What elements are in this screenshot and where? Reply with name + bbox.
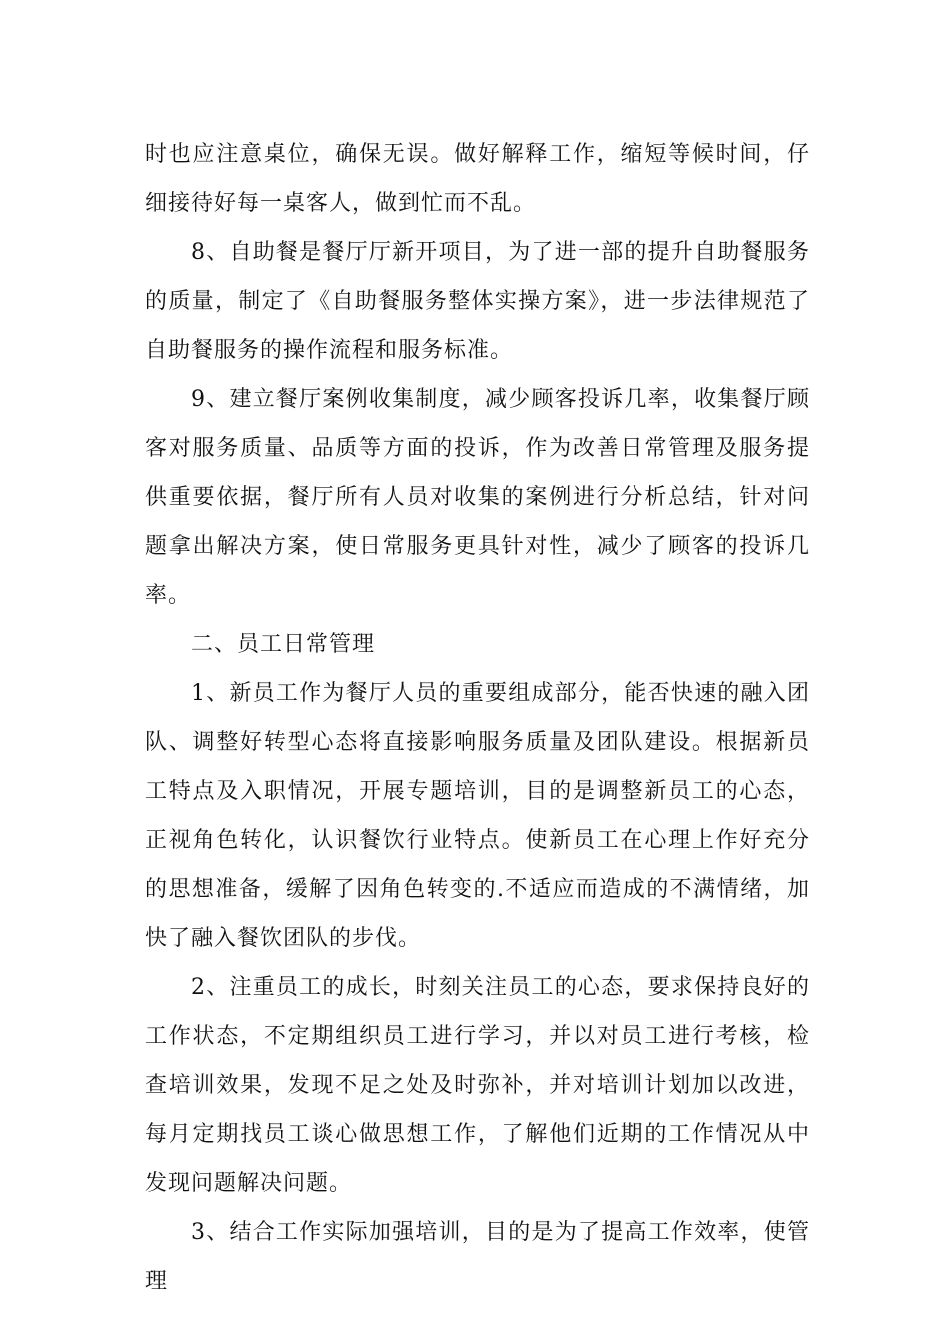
paragraph-item-9: 9、建立餐厅案例收集制度，减少顾客投诉几率，收集餐厅顾客对服务质量、品质等方面的投诉，作为改善日常管理及服务提供重要依据，餐厅所有人员对收集的案例进行分析总结，针对问题拿出解决方案，使日常服务更具针对性，减少了顾客的投诉几率。: [145, 387, 810, 608]
paragraph-staff-item-2: 2、注重员工的成长，时刻关注员工的心态，要求保持良好的工作状态，不定期组织员工进行学习，并以对员工进行考核，检查培训效果，发现不足之处及时弥补，并对培训计划加以改进，每月定期找员工谈心做思想工作，了解他们近期的工作情况从中发现问题解决问题。: [145, 975, 810, 1196]
document-body: [145, 130, 810, 1306]
paragraph-staff-item-1: 1、新员工作为餐厅人员的重要组成部分，能否快速的融入团队、调整好转型心态将直接影响服务质量及团队建设。根据新员工特点及入职情况，开展专题培训，目的是调整新员工的心态，正视角色转化，认识餐饮行业特点。使新员工在心理上作好充分的思想准备，缓解了因角色转变的.不适应而造成的不满情绪，加快了融入餐饮团队的步伐。: [145, 681, 810, 951]
paragraph-continuation: 时也应注意桌位，确保无误。做好解释工作，缩短等候时间，仔细接待好每一桌客人，做到忙而不乱。: [145, 142, 810, 216]
section-heading-staff-management: 二、员工日常管理: [191, 632, 376, 657]
paragraph-item-8: 8、自助餐是餐厅厅新开项目，为了进一部的提升自助餐服务的质量，制定了《自助餐服务整体实操方案》，进一步法律规范了自助餐服务的操作流程和服务标准。: [145, 240, 810, 363]
paragraph-staff-item-3: 3、结合工作实际加强培训，目的是为了提高工作效率，使管理: [145, 1220, 810, 1294]
